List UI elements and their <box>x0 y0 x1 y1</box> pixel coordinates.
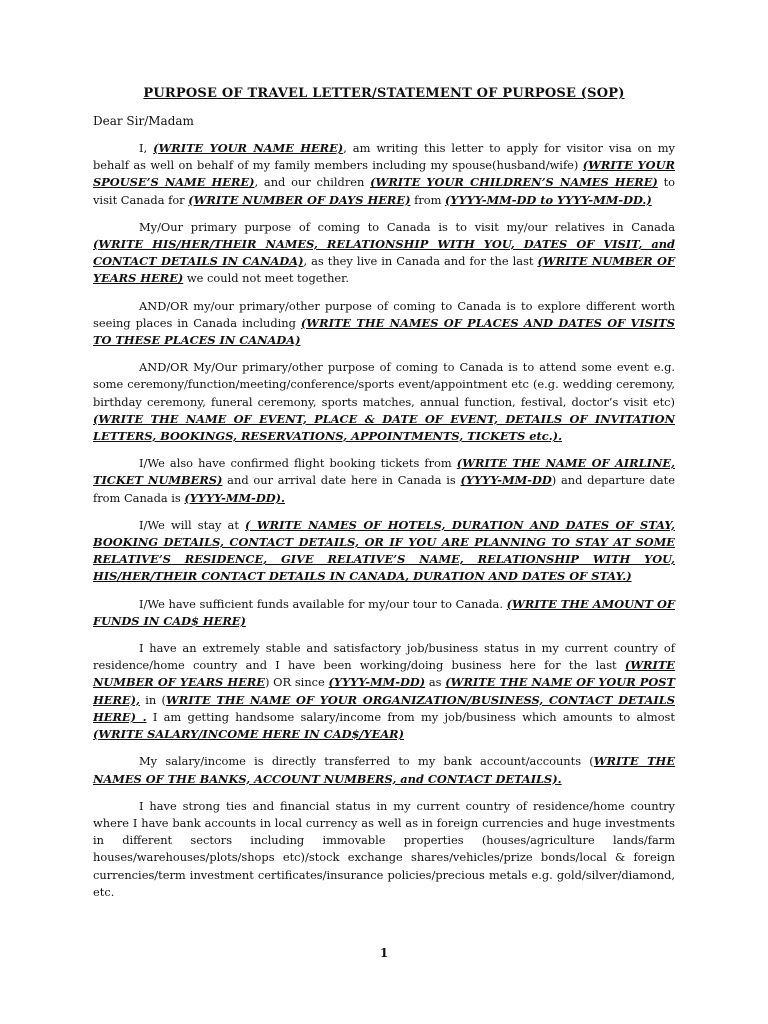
text-run: I/We will stay at <box>139 517 246 532</box>
text-run: in ( <box>139 692 166 707</box>
paragraph <box>93 517 675 586</box>
text-run: we could not meet together. <box>183 271 349 286</box>
placeholder-text: (WRITE THE NAMES OF PLACES AND DATES OF VISITS TO THESE PLACES IN CANADA) <box>93 315 675 348</box>
placeholder-text: (YYYY-MM-DD). <box>184 490 285 505</box>
text-run: ) and departure date from Canada is <box>93 473 675 505</box>
text-run: My/Our primary purpose of coming to Canada is to visit my/our relatives in Canada <box>139 219 675 234</box>
placeholder-text: (WRITE THE NAME OF EVENT, PLACE & DATE OF EVENT, DETAILS OF INVITATION LETTERS, BOOKINGS, RESERVATIONS, APPOINTMENTS, TICKETS etc.). <box>93 411 675 444</box>
placeholder-text: (YYYY-MM-DD) <box>328 675 426 690</box>
paragraph <box>93 455 675 507</box>
text-run: I/We have sufficient funds available for my/our tour to Canada. <box>139 596 507 611</box>
text-run: ) OR since <box>264 675 329 690</box>
salutation: Dear Sir/Madam <box>93 114 194 128</box>
text-run: My salary/income is directly transferred to my bank account/accounts ( <box>139 754 594 769</box>
placeholder-text: (WRITE YOUR NAME HERE) <box>153 141 344 155</box>
placeholder-text: (WRITE YOUR CHILDREN’S NAMES HERE) <box>370 175 658 190</box>
text-run: AND/OR my/our primary/other purpose of coming to Canada is to explore different worth seeing places in Canada including <box>93 298 675 330</box>
placeholder-text: ( WRITE NAMES OF HOTELS, DURATION AND DATES OF STAY, BOOKING DETAILS, CONTACT DETAILS, OR IF YOU ARE PLANNING TO STAY AT SOME RELATIVE’S RESIDENCE, GIVE RELATIVE’S NAME, RELATIONSHIP WITH YOU, HIS/HER/THEIR CONTACT DETAILS IN CANADA, DURATION AND DATES OF STAY.) <box>93 517 675 584</box>
placeholder-text: (WRITE NUMBER OF YEARS HERE) <box>93 254 675 286</box>
text-run: I am getting handsome salary/income from my job/business which amounts to almost <box>146 709 675 724</box>
placeholder-text: (WRITE THE NAME OF YOUR POST HERE), <box>93 675 675 707</box>
paragraph <box>93 359 675 445</box>
text-run: , am writing this letter to apply for visitor visa on my behalf as well on behalf of my family members including my spouse(husband/wife) <box>93 141 675 173</box>
text-run: AND/OR My/Our primary/other purpose of coming to Canada is to attend some event e.g. some ceremony/function/meeting/conference/sports event/appointment etc (e.g. wedding ceremony, birthday ceremony, funeral ceremony, sports matches, annual function, festival, doctor’s visit etc) <box>93 360 675 409</box>
placeholder-text: (WRITE YOUR SPOUSE’S NAME HERE) <box>93 158 675 190</box>
text-run: , and our children <box>254 175 371 190</box>
page-title: PURPOSE OF TRAVEL LETTER/STATEMENT OF PURPOSE (SOP) <box>143 86 625 101</box>
text-run: from <box>410 192 446 207</box>
text-run: I have strong ties and financial status in my current country of residence/home country where I have bank accounts in local currency as well as in foreign currencies and huge investments in different sectors including immovable properties (houses/agriculture lands/farm houses/warehouses/plots/shops etc)/stock exchange shares/vehicles/prize bonds/local & foreign currencies/term investment certificates/insurance policies/precious metals e.g. gold/silver/diamond, etc. <box>93 798 675 899</box>
placeholder-text: (WRITE THE NAME OF AIRLINE, TICKET NUMBERS) <box>93 456 676 488</box>
paragraph <box>93 753 675 787</box>
paragraph <box>93 798 675 901</box>
text-run: and our arrival date here in Canada is <box>222 473 461 488</box>
text-run: I, <box>139 141 154 155</box>
text-run: I have an extremely stable and satisfactory job/business status in my current country of residence/home country and I have been working/doing business here for the last <box>93 641 675 673</box>
paragraph <box>93 219 675 288</box>
placeholder-text: (WRITE NUMBER OF YEARS HERE <box>93 658 675 690</box>
text-run: I/We also have confirmed flight booking tickets from <box>139 456 457 471</box>
placeholder-text: (WRITE THE AMOUNT OF FUNDS IN CAD$ HERE) <box>93 596 675 628</box>
paragraph <box>93 298 675 350</box>
placeholder-text: (WRITE NUMBER OF DAYS HERE) <box>188 192 411 207</box>
placeholder-text: (YYYY-MM-DD <box>460 473 552 488</box>
text-run: , as they live in Canada and for the last <box>303 254 538 269</box>
page-number: 1 <box>379 946 389 960</box>
placeholder-text: (YYYY-MM-DD to YYYY-MM-DD.) <box>445 192 652 207</box>
text-run: to visit Canada for <box>93 175 676 207</box>
placeholder-text: WRITE THE NAME OF YOUR ORGANIZATION/BUSINESS, CONTACT DETAILS HERE) . <box>93 692 675 724</box>
placeholder-text: WRITE THE NAMES OF THE BANKS, ACCOUNT NUMBERS, and CONTACT DETAILS). <box>93 754 675 786</box>
placeholder-text: (WRITE SALARY/INCOME HERE IN CAD$/YEAR) <box>93 727 405 742</box>
text-run: as <box>425 675 446 690</box>
paragraph <box>93 596 675 630</box>
placeholder-text: (WRITE HIS/HER/THEIR NAMES, RELATIONSHIP WITH YOU, DATES OF VISIT, and CONTACT DETAILS IN CANADA) <box>93 237 675 269</box>
paragraph <box>93 640 675 743</box>
paragraph <box>93 140 675 209</box>
